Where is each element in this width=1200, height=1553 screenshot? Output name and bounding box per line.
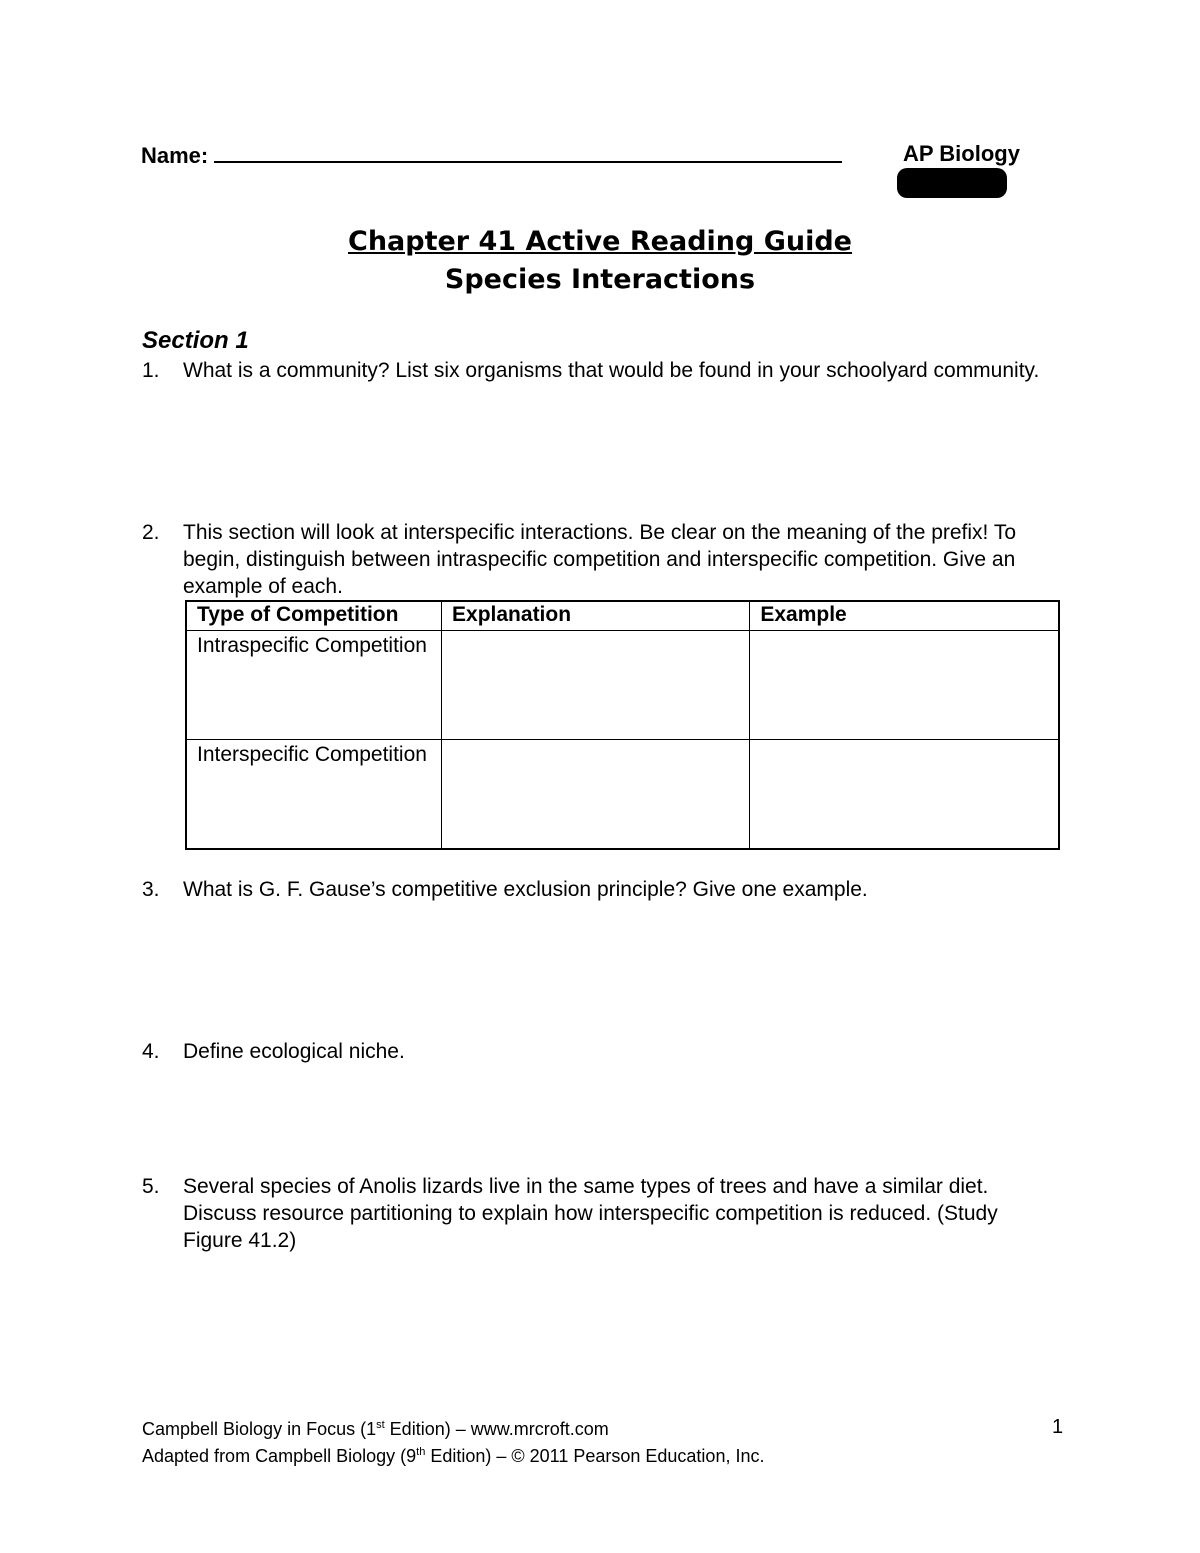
table-cell-type: Interspecific Competition	[186, 740, 442, 850]
page-footer	[142, 1414, 764, 1468]
table-row	[186, 631, 1059, 740]
footer-line-1: Campbell Biology in Focus (1st Edition) – www.mrcroft.com	[142, 1419, 609, 1439]
section-heading: Section 1	[142, 327, 249, 354]
page-subtitle: Species Interactions	[444, 264, 756, 295]
table-header-row	[186, 601, 1059, 631]
question-text: Define ecological niche.	[183, 1040, 405, 1063]
redaction-block	[897, 168, 1007, 198]
question-number: 3.	[142, 878, 160, 901]
page-title: Chapter 41 Active Reading Guide	[348, 226, 852, 257]
question-4	[142, 1038, 1062, 1065]
table-header: Explanation	[442, 601, 750, 631]
name-blank-line[interactable]	[214, 141, 842, 163]
table-cell-explanation[interactable]	[442, 631, 750, 740]
competition-table	[185, 600, 1060, 850]
question-text: Several species of Anolis lizards live in the same types of trees and have a similar diet. Discuss resource partitioning to explain how interspecific competition is reduced. (Study Figure 41.2)	[183, 1175, 998, 1252]
name-label-row	[141, 141, 842, 169]
question-5	[142, 1173, 1062, 1254]
question-3	[142, 876, 1062, 903]
table-cell-example[interactable]	[750, 740, 1059, 850]
name-label: Name:	[141, 143, 209, 168]
question-text: What is G. F. Gause’s competitive exclusion principle? Give one example.	[183, 878, 868, 901]
question-2	[142, 519, 1062, 600]
table-row	[186, 740, 1059, 850]
question-number: 4.	[142, 1040, 160, 1063]
table-header: Type of Competition	[186, 601, 442, 631]
table-header: Example	[750, 601, 1059, 631]
question-text: This section will look at interspecific interactions. Be clear on the meaning of the prefix! To begin, distinguish between intraspecific competition and interspecific competition. Give an example of each.	[183, 521, 1017, 598]
page-number: 1	[1052, 1416, 1064, 1438]
question-number: 5.	[142, 1175, 160, 1198]
question-number: 2.	[142, 521, 160, 544]
question-text: What is a community? List six organisms that would be found in your schoolyard community.	[183, 359, 1040, 382]
course-label: AP Biology	[903, 141, 1020, 166]
question-1	[142, 357, 1062, 384]
table-cell-example[interactable]	[750, 631, 1059, 740]
table-cell-type: Intraspecific Competition	[186, 631, 442, 740]
table-cell-explanation[interactable]	[442, 740, 750, 850]
question-number: 1.	[142, 359, 160, 382]
footer-line-2: Adapted from Campbell Biology (9th Edition) – © 2011 Pearson Education, Inc.	[142, 1446, 765, 1466]
